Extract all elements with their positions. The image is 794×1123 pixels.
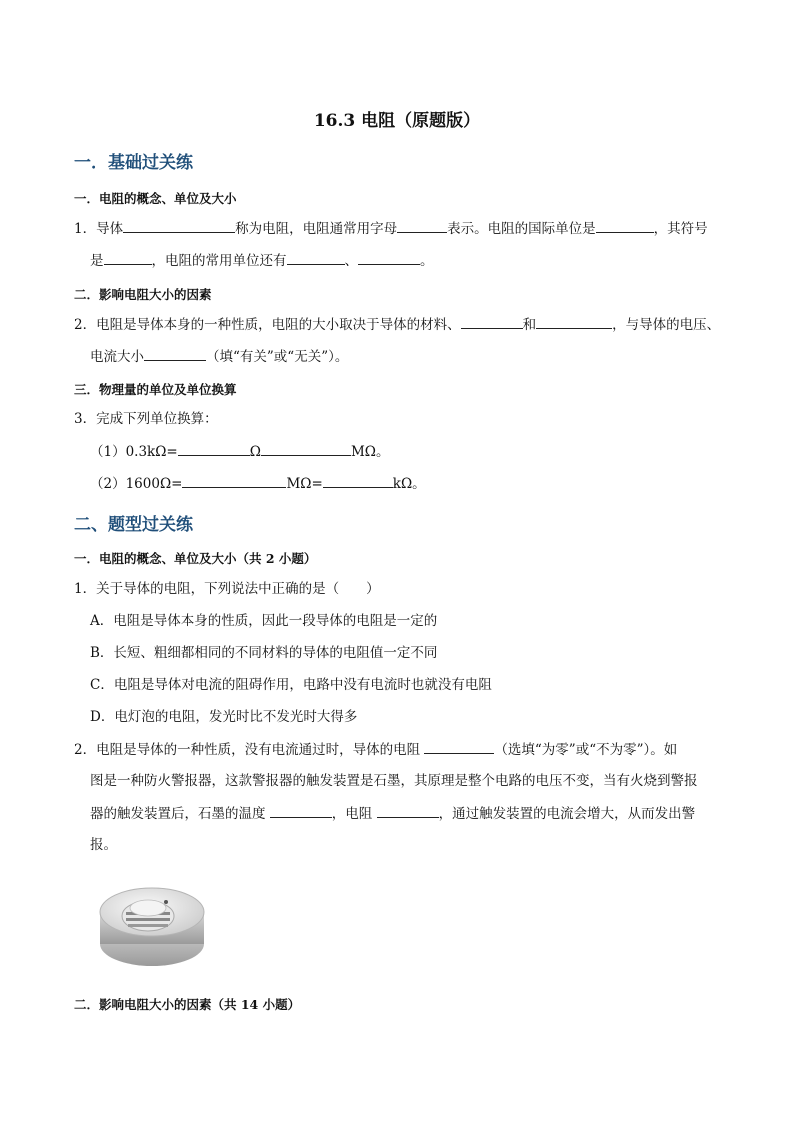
q1-text-a: 1．导体 — [74, 221, 124, 237]
problem-1-option-c[interactable]: C．电阻是导体对电流的阻碍作用，电路中没有电流时也就没有电阻 — [90, 677, 492, 693]
p2-text-e: ，电阻 — [331, 806, 373, 822]
q3-2-text-c: kΩ。 — [392, 476, 426, 492]
answer-blank[interactable] — [596, 218, 654, 233]
q3-1-text-c: MΩ。 — [350, 444, 390, 460]
q3-1-text-b: Ω — [249, 444, 261, 460]
q1-text-h: 。 — [420, 253, 434, 269]
answer-blank[interactable] — [323, 473, 393, 488]
problem-1-option-d[interactable]: D．电灯泡的电阻，发光时比不发光时大得多 — [90, 709, 358, 725]
p2-text-a: 2．电阻是导体的一种性质，没有电流通过时，导体的电阻 — [74, 742, 421, 758]
q1-text-b: 称为电阻，电阻通常用字母 — [235, 221, 398, 237]
answer-blank[interactable] — [424, 739, 494, 754]
answer-blank[interactable] — [397, 218, 447, 233]
question-1-line-1 — [74, 218, 708, 239]
q1-text-e: 是 — [90, 253, 104, 269]
question-3-part-1 — [90, 441, 389, 462]
problem-2-line-3 — [90, 803, 695, 824]
answer-blank[interactable] — [144, 346, 206, 361]
problem-1-option-a[interactable]: A．电阻是导体本身的性质，因此一段导体的电阻是一定的 — [90, 613, 438, 629]
q3-1-text-a: （1）0.3kΩ= — [90, 444, 178, 460]
q2-text-b: 和 — [522, 317, 537, 333]
answer-blank[interactable] — [358, 250, 420, 265]
subheading-resistance-factors-2: 二．影响电阻大小的因素（共 14 小题） — [74, 997, 301, 1012]
problem-2-line-2: 图是一种防火警报器，这款警报器的触发装置是石墨，其原理是整个电路的电压不变，当有火烧到警报 — [90, 773, 698, 789]
q3-2-text-b: MΩ= — [286, 476, 323, 492]
fire-alarm-image — [94, 872, 206, 972]
problem-1-stem: 1．关于导体的电阻，下列说法中正确的是（ ） — [74, 581, 380, 597]
q1-text-c: 表示。电阻的国际单位是 — [447, 221, 596, 237]
q2-text-a: 2．电阻是导体本身的一种性质，电阻的大小取决于导体的材料、 — [74, 317, 461, 333]
question-2-line-2 — [90, 346, 348, 367]
subheading-resistance-concept-2: 一．电阻的概念、单位及大小（共 2 小题） — [74, 551, 317, 566]
answer-blank[interactable] — [104, 250, 152, 265]
problem-2-line-4: 报。 — [90, 837, 117, 853]
p2-text-f: ，通过触发装置的电流会增大，从而发出警 — [438, 806, 696, 822]
section-heading-question-types: 二、题型过关练 — [74, 515, 193, 535]
p2-text-d: 器的触发装置后，石墨的温度 — [90, 806, 266, 822]
answer-blank[interactable] — [270, 803, 332, 818]
answer-blank[interactable] — [377, 803, 439, 818]
question-1-line-2 — [90, 250, 434, 271]
answer-blank[interactable] — [261, 441, 351, 456]
problem-2-line-1 — [74, 739, 677, 760]
q3-2-text-a: （2）1600Ω= — [90, 476, 183, 492]
question-3: 3．完成下列单位换算： — [74, 411, 218, 427]
answer-blank[interactable] — [178, 441, 250, 456]
section-heading-basic: 一．基础过关练 — [74, 153, 193, 173]
answer-blank[interactable] — [182, 473, 286, 488]
q2-text-e: （填“有关”或“无关”）。 — [206, 349, 349, 365]
q2-text-c: ，与导体的电压、 — [612, 317, 721, 333]
q1-text-d: ，其符号 — [653, 221, 708, 237]
answer-blank[interactable] — [287, 250, 345, 265]
p2-text-b: （选填“为零”或“不为零”）。如 — [494, 742, 678, 758]
q1-text-f: ，电阻的常用单位还有 — [151, 253, 287, 269]
answer-blank[interactable] — [536, 314, 612, 329]
problem-1-option-b[interactable]: B．长短、粗细都相同的不同材料的导体的电阻值一定不同 — [90, 645, 438, 661]
subheading-resistance-factors: 二．影响电阻大小的因素 — [74, 287, 212, 302]
subheading-resistance-concept: 一．电阻的概念、单位及大小 — [74, 191, 237, 206]
q1-text-g: 、 — [344, 253, 358, 269]
answer-blank[interactable] — [123, 218, 235, 233]
question-2-line-1 — [74, 314, 720, 335]
q2-text-d: 电流大小 — [90, 349, 144, 365]
answer-blank[interactable] — [461, 314, 523, 329]
question-3-part-2 — [90, 473, 426, 494]
page-title: 16.3 电阻（原题版） — [313, 111, 481, 131]
subheading-unit-conversion: 三．物理量的单位及单位换算 — [74, 382, 237, 397]
